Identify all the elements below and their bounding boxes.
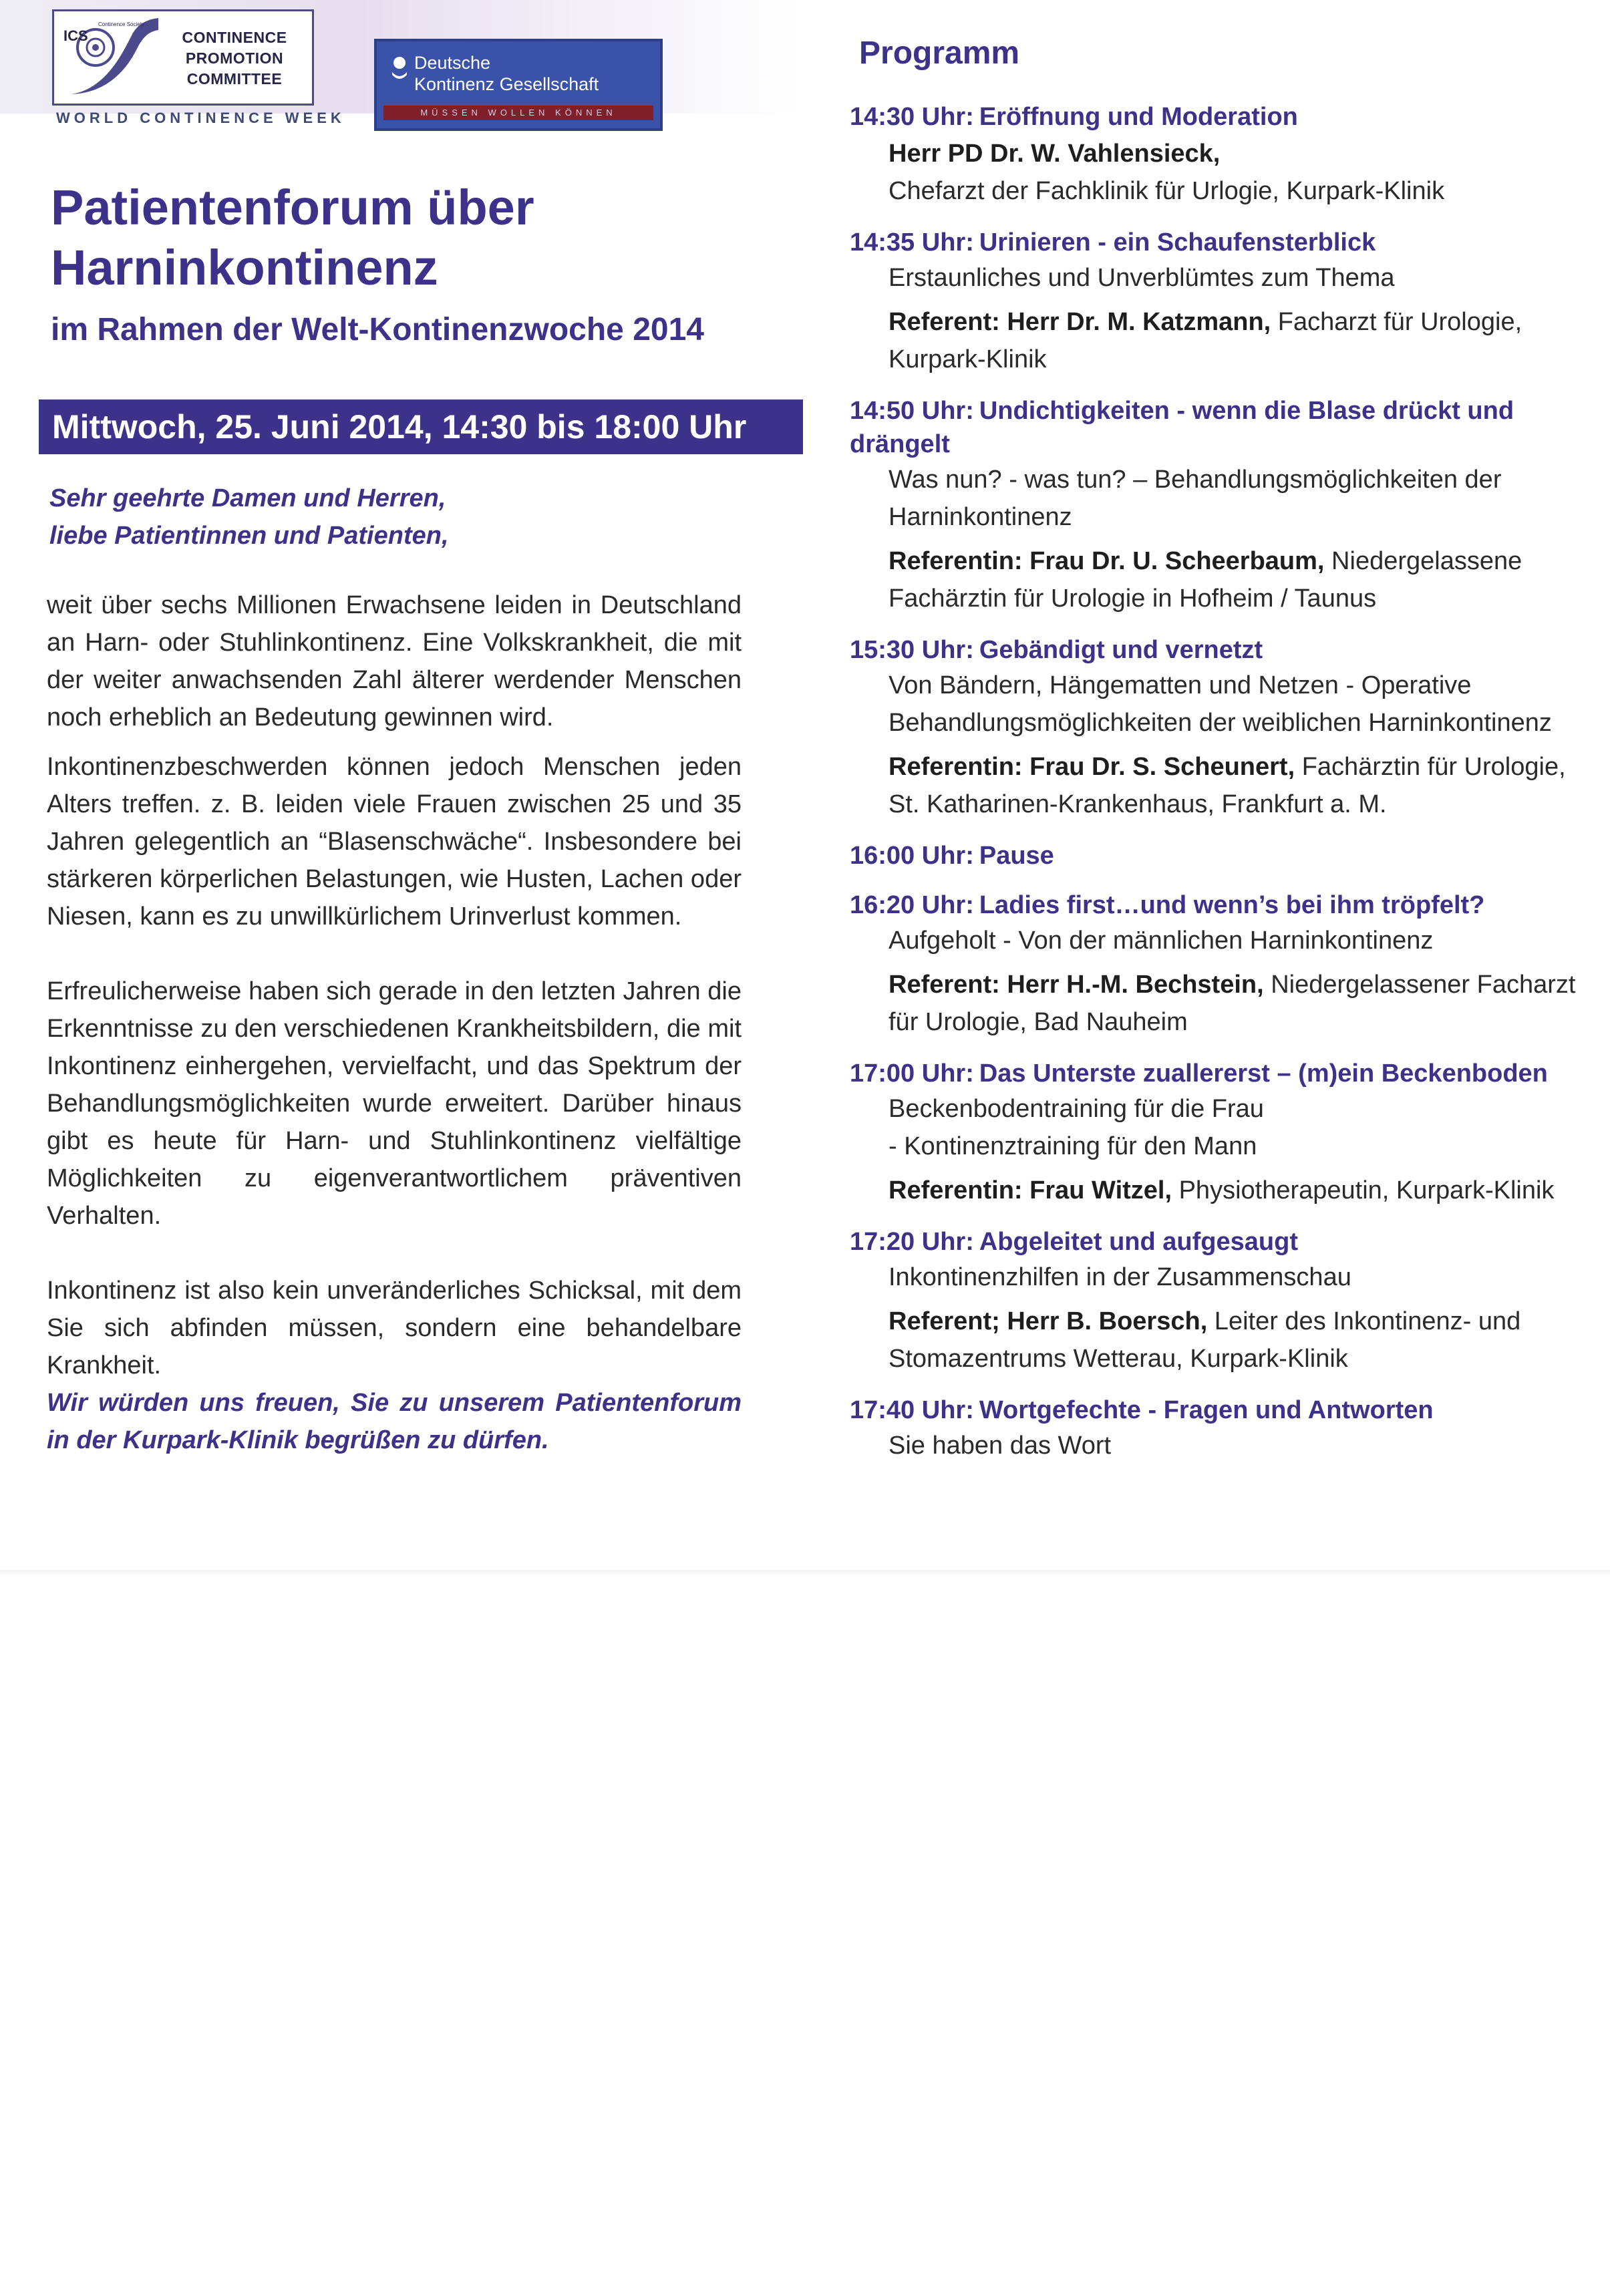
session-speaker-role: Fachärztin für Urologie, St. Katharinen-Krankenhaus, Frankfurt a. M.	[889, 753, 1566, 818]
greeting-line: liebe Patientinnen und Patienten,	[49, 522, 449, 550]
dkg-name	[414, 52, 599, 95]
session-speaker-line	[889, 303, 1598, 378]
session-speaker-line	[889, 1303, 1598, 1377]
session-speaker-role: Facharzt für Urologie, Kurpark-Klinik	[889, 308, 1522, 373]
ics-logo	[52, 9, 314, 106]
title-line: Patientenforum über	[51, 180, 534, 235]
page-title	[51, 178, 719, 298]
session-speaker: Referentin: Frau Dr. S. Scheunert,	[889, 753, 1295, 781]
ics-emblem-text: ICS	[63, 27, 88, 44]
intro-text	[47, 587, 742, 1459]
session-description: Was nun? - was tun? – Behandlungsmöglichkeiten der Harninkontinenz	[889, 466, 1502, 531]
session-title: Eröffnung und Moderation	[979, 103, 1298, 131]
session-description: Aufgeholt - Von der männlichen Harninkontinenz	[889, 927, 1434, 955]
session-description: Sie haben das Wort	[889, 1432, 1112, 1460]
session-title: Wortgefechte - Fragen und Antworten	[979, 1396, 1434, 1424]
page-edge	[0, 1570, 1610, 1575]
greeting-line: Sehr geehrte Damen und Herren,	[49, 484, 446, 512]
session-details	[889, 1090, 1598, 1209]
session-details	[889, 259, 1598, 378]
session-time: 16:00 Uhr:	[850, 842, 974, 870]
program-session	[850, 100, 1598, 210]
session-title: Gebändigt und vernetzt	[979, 636, 1263, 664]
session-speaker: Referent: Herr Dr. M. Katzmann,	[889, 308, 1271, 336]
session-heading	[850, 1225, 1598, 1259]
dkg-name-line: Kontinenz Gesellschaft	[414, 74, 599, 94]
program-session	[850, 888, 1598, 1041]
session-time: 14:50 Uhr:	[850, 397, 974, 425]
session-speaker-role: Physiotherapeutin, Kurpark-Klinik	[1172, 1176, 1555, 1204]
session-title: Urinieren - ein Schaufensterblick	[979, 228, 1376, 257]
session-heading	[850, 888, 1598, 922]
ics-arc-text: Continence Society	[98, 21, 144, 27]
session-title: Ladies first…und wenn’s bei ihm tröpfelt?	[979, 891, 1485, 919]
session-description: Erstaunliches und Unverblümtes zum Thema	[889, 264, 1395, 292]
session-description: Inkontinenzhilfen in der Zusammenschau	[889, 1263, 1351, 1291]
ics-committee-name	[161, 27, 308, 90]
session-speaker: Referentin: Frau Witzel,	[889, 1176, 1172, 1204]
program-session	[850, 394, 1598, 617]
session-heading	[850, 1057, 1598, 1090]
session-heading	[850, 1393, 1598, 1427]
dkg-mark-icon	[391, 56, 408, 81]
session-details	[889, 135, 1598, 210]
session-speaker-line	[889, 135, 1598, 210]
session-details	[889, 1259, 1598, 1377]
event-date-banner: Mittwoch, 25. Juni 2014, 14:30 bis 18:00 Uhr	[39, 399, 803, 454]
paragraph: Erfreulicherweise haben sich gerade in den letzten Jahren die Erkenntnisse zu den verschiedenen Krankheitsbildern, die mit Inkontinenz einhergehen, vervielfacht, und das Spektrum der Behandlungsmöglichkeiten wurde erweitert. Darüber hinaus gibt es heute für Harn- und Stuhlinkontinenz vielfältige Möglichkeiten zu eigenverantwortlichem präventiven Verhalten.	[47, 977, 742, 1230]
session-details	[889, 667, 1598, 823]
session-speaker: Referent: Herr H.-M. Bechstein,	[889, 971, 1264, 999]
session-time: 16:20 Uhr:	[850, 891, 974, 919]
session-heading	[850, 394, 1598, 461]
session-time: 17:00 Uhr:	[850, 1059, 974, 1088]
paragraph: Inkontinenz ist also kein unveränderliches Schicksal, mit dem Sie sich abfinden müssen, sondern eine behandelbare Krankheit.	[47, 1277, 742, 1379]
session-title: Das Unterste zuallererst – (m)ein Beckenboden	[979, 1059, 1548, 1088]
title-line: Harninkontinenz	[51, 240, 438, 295]
program-session	[850, 839, 1598, 872]
session-speaker-role: Chefarzt der Fachklinik für Urlogie, Kurpark-Klinik	[889, 177, 1445, 205]
ics-line: PROMOTION	[185, 49, 284, 67]
program-session	[850, 1057, 1598, 1209]
dkg-slogan: MÜSSEN WOLLEN KÖNNEN	[383, 106, 653, 120]
session-details	[889, 1427, 1598, 1464]
session-speaker-line	[889, 542, 1598, 617]
session-time: 14:35 Uhr:	[850, 228, 974, 257]
session-time: 14:30 Uhr:	[850, 103, 974, 131]
paragraph: Inkontinenzbeschwerden können jedoch Menschen jeden Alters treffen. z. B. leiden viele Frauen zwischen 25 und 35 Jahren gelegentlich an “Blasenschwäche“. Insbesondere bei stärkeren körperlichen Belastungen, wie Husten, Lachen oder Niesen, kann es zu unwillkürlichem Urinverlust kommen.	[47, 753, 742, 931]
session-details	[889, 461, 1598, 617]
session-speaker-role: Niedergelassene Fachärztin für Urologie in Hofheim / Taunus	[889, 547, 1522, 613]
session-speaker: Referentin: Frau Dr. U. Scheerbaum,	[889, 547, 1325, 575]
session-description-line: Beckenbodentraining für die Frau	[889, 1095, 1264, 1123]
session-heading	[850, 839, 1598, 872]
session-heading	[850, 100, 1598, 134]
session-speaker: Referent; Herr B. Boersch,	[889, 1307, 1208, 1335]
session-time: 15:30 Uhr:	[850, 636, 974, 664]
session-speaker-role: Leiter des Inkontinenz- und Stomazentrums Wetterau, Kurpark-Klinik	[889, 1307, 1521, 1373]
session-heading	[850, 633, 1598, 667]
ics-tagline: WORLD CONTINENCE WEEK	[56, 110, 345, 126]
session-speaker-role: Niedergelassener Facharzt für Urologie, Bad Nauheim	[889, 971, 1576, 1036]
greeting	[49, 480, 449, 554]
page-subtitle: im Rahmen der Welt-Kontinenzwoche 2014	[51, 312, 704, 347]
session-description-line: - Kontinenztraining für den Mann	[889, 1132, 1257, 1160]
ics-emblem-icon	[58, 15, 158, 96]
session-description: Von Bändern, Hängematten und Netzen - Operative Behandlungsmöglichkeiten der weiblichen Harninkontinenz	[889, 671, 1552, 737]
paragraph: weit über sechs Millionen Erwachsene leiden in Deutschland an Harn- oder Stuhlinkontinenz. Eine Volkskrankheit, die mit der weiter anwachsenden Zahl älterer werdender Menschen noch erheblich an Bedeutung gewinnen wird.	[47, 591, 742, 731]
program-session	[850, 1225, 1598, 1377]
ics-line: CONTINENCE	[182, 29, 287, 46]
program-session	[850, 1393, 1598, 1464]
session-speaker-line	[889, 966, 1598, 1041]
session-time: 17:20 Uhr:	[850, 1228, 974, 1256]
program-session	[850, 633, 1598, 823]
session-title: Abgeleitet und aufgesaugt	[979, 1228, 1298, 1256]
ics-line: COMMITTEE	[186, 70, 283, 88]
program-session	[850, 226, 1598, 378]
session-heading	[850, 226, 1598, 259]
session-title: Pause	[979, 842, 1054, 870]
dkg-logo	[374, 39, 663, 131]
session-time: 17:40 Uhr:	[850, 1396, 974, 1424]
dkg-name-line: Deutsche	[414, 53, 491, 73]
session-speaker: Herr PD Dr. W. Vahlensieck,	[889, 140, 1221, 168]
program-heading: Programm	[859, 35, 1020, 71]
session-speaker-line	[889, 748, 1598, 823]
closing-invitation: Wir würden uns freuen, Sie zu unserem Patientenforum in der Kurpark-Klinik begrüßen zu dürfen.	[47, 1389, 742, 1454]
session-title: Undichtigkeiten - wenn die Blase drückt und drängelt	[850, 397, 1514, 458]
session-speaker-line	[889, 1172, 1598, 1209]
session-details	[889, 922, 1598, 1041]
program-list	[850, 100, 1598, 1480]
